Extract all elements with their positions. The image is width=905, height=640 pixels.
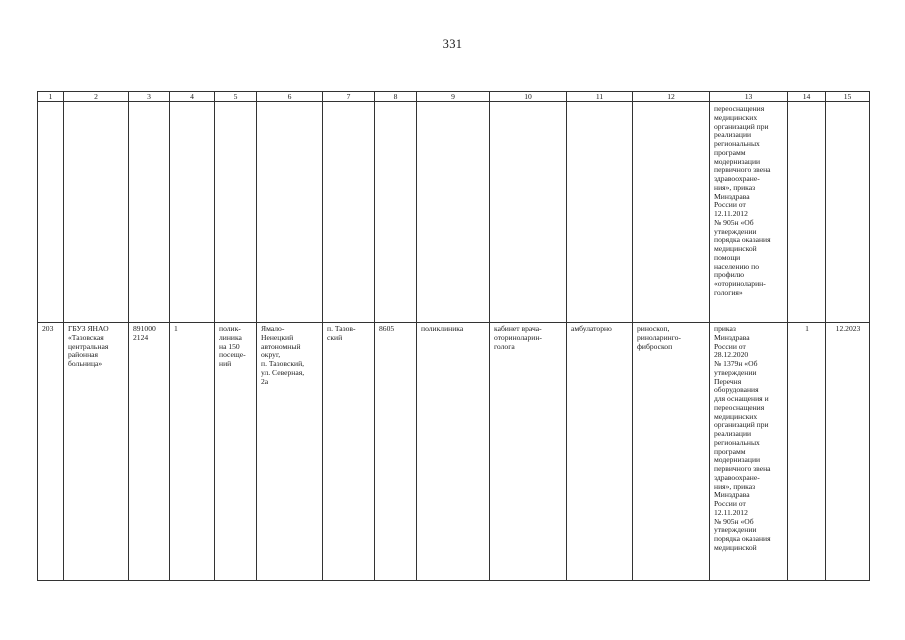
row-number-cell: 203 xyxy=(38,323,64,581)
table-cell xyxy=(633,102,710,323)
equipment-cell: риноскоп, риноларинго- фиброскоп xyxy=(633,323,710,581)
column-number: 6 xyxy=(257,92,323,102)
code-cell: 1 xyxy=(170,323,215,581)
column-number: 5 xyxy=(215,92,257,102)
page-number: 331 xyxy=(442,37,463,51)
table-cell xyxy=(490,102,567,323)
column-number: 15 xyxy=(826,92,870,102)
table-cell xyxy=(64,102,129,323)
table-cell xyxy=(826,102,870,323)
table-cell xyxy=(129,102,170,323)
equipment-table xyxy=(37,91,870,581)
column-number-row xyxy=(38,92,870,102)
column-number: 9 xyxy=(417,92,490,102)
column-number: 11 xyxy=(567,92,633,102)
column-number: 14 xyxy=(788,92,826,102)
cabinet-cell: кабинет врача- оториноларин- голога xyxy=(490,323,567,581)
settlement-cell: п. Тазов- ский xyxy=(323,323,375,581)
table-cell xyxy=(323,102,375,323)
table-cell xyxy=(375,102,417,323)
care-conditions-cell: амбулаторно xyxy=(567,323,633,581)
table-cell xyxy=(257,102,323,323)
inn-cell: 891000 2124 xyxy=(129,323,170,581)
normative-basis-cell: переоснащения медицинских организаций при реализации региональных программ модернизации первичного звена здравоохране- ния», приказ Минздрава России от 12.11.2012 № 905н «Об утверждении порядка оказания медицинской помощи населению по профилю «оториноларин- гология» xyxy=(710,102,788,323)
table-cell xyxy=(215,102,257,323)
table-cell xyxy=(170,102,215,323)
column-number: 13 xyxy=(710,92,788,102)
table-cell xyxy=(788,102,826,323)
settlement-code-cell: 8605 xyxy=(375,323,417,581)
column-number: 2 xyxy=(64,92,129,102)
column-number: 1 xyxy=(38,92,64,102)
column-number: 4 xyxy=(170,92,215,102)
column-number: 7 xyxy=(323,92,375,102)
table-cell xyxy=(417,102,490,323)
unit-type-cell: поликлиника xyxy=(417,323,490,581)
column-number: 8 xyxy=(375,92,417,102)
facility-type-cell: полик- линика на 150 посеще- ний xyxy=(215,323,257,581)
quantity-cell: 1 xyxy=(788,323,826,581)
column-number: 3 xyxy=(129,92,170,102)
table-cell xyxy=(38,102,64,323)
table-cell xyxy=(567,102,633,323)
table-row xyxy=(38,323,870,581)
normative-basis-cell: приказ Минздрава России от 28.12.2020 № 1379н «Об утверждении Перечня оборудования для оснащения и переоснащения медицинских организаций при реализации региональных программ модернизации первичного звена здравоохране- ния», приказ Минздрава России от 12.11.2012 № 905н «Об утверждении порядка оказания медицинской xyxy=(710,323,788,581)
column-number: 12 xyxy=(633,92,710,102)
organization-cell: ГБУЗ ЯНАО «Тазовская центральная районная больница» xyxy=(64,323,129,581)
table-row xyxy=(38,102,870,323)
address-cell: Ямало- Ненецкий автономный округ, п. Тазовский, ул. Северная, 2а xyxy=(257,323,323,581)
date-cell: 12.2023 xyxy=(826,323,870,581)
column-number: 10 xyxy=(490,92,567,102)
